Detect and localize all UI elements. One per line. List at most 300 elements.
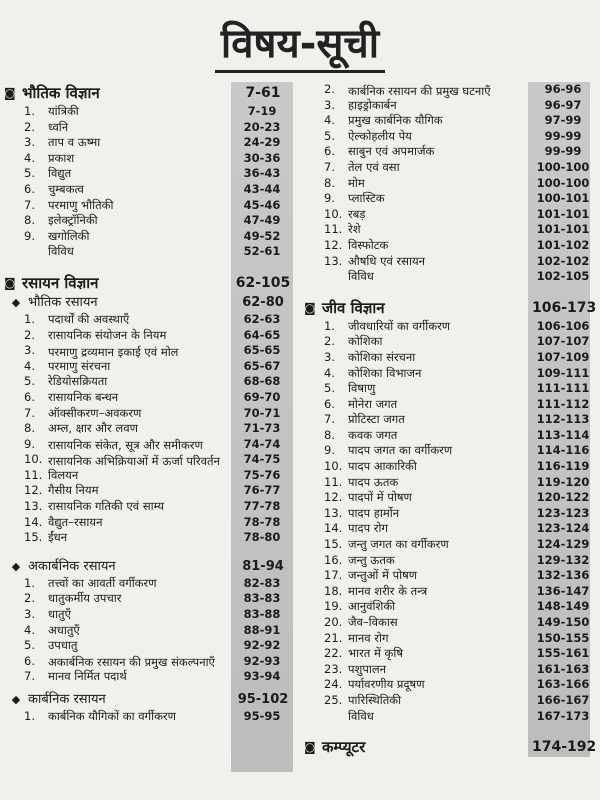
toc-entry[interactable] — [304, 506, 594, 522]
entry-number: 14. — [24, 514, 43, 529]
toc-entry[interactable] — [304, 397, 594, 413]
entry-pages: 97-99 — [544, 113, 582, 128]
entry-pages: 107-107 — [536, 334, 590, 349]
entry-pages: 20-23 — [243, 119, 281, 134]
entry-pages: 76-77 — [243, 483, 281, 498]
entry-number: 23. — [324, 661, 343, 676]
entry-number: 9. — [24, 228, 35, 243]
entry-number: 2. — [24, 591, 35, 606]
entry-number: 2. — [24, 327, 35, 342]
entry-title: कोशिका संरचना — [348, 349, 416, 364]
entry-title: ऑक्सीकरण–अवकरण — [48, 405, 142, 420]
toc-entry[interactable] — [4, 135, 294, 151]
entry-title: खगोलिकी — [48, 228, 90, 243]
entry-number: 15. — [324, 537, 343, 552]
toc-entry[interactable] — [304, 693, 594, 709]
entry-title: चुम्बकत्व — [48, 181, 84, 196]
toc-entry[interactable] — [304, 269, 594, 285]
entry-number: 7. — [24, 669, 35, 684]
entry-title: ध्वनि — [48, 119, 69, 134]
entry-title: मानव निर्मित पदार्थ — [48, 669, 127, 684]
entry-title: रासायनिक बन्धन — [48, 389, 119, 404]
toc-entry[interactable] — [4, 312, 294, 328]
toc-entry[interactable] — [304, 553, 594, 569]
toc-entry[interactable] — [304, 350, 594, 366]
toc-entry[interactable] — [4, 406, 294, 422]
toc-entry[interactable] — [4, 452, 294, 468]
entry-number: 22. — [324, 646, 343, 661]
entry-pages: 82-83 — [243, 575, 281, 590]
entry-pages: 114-116 — [536, 443, 590, 458]
entry-title: रबड़ — [348, 206, 366, 221]
toc-entry[interactable] — [4, 499, 294, 515]
toc-entry[interactable] — [4, 669, 294, 685]
entry-pages: 113-114 — [536, 427, 590, 442]
entry-title: तत्त्वों का आवर्ती वर्गीकरण — [48, 575, 157, 590]
entry-number: 11. — [24, 467, 43, 482]
entry-pages: 150-155 — [536, 630, 590, 645]
entry-title: यांत्रिकी — [48, 104, 79, 118]
entry-pages: 107-109 — [536, 349, 590, 364]
entry-title: विविध — [348, 269, 374, 284]
toc-entry[interactable] — [4, 328, 294, 344]
entry-title: जन्तु जगत का वर्गीकरण — [348, 537, 449, 552]
entry-pages: 92-92 — [243, 638, 281, 653]
inorganic-chemistry-list — [4, 576, 294, 685]
entry-number: 11. — [324, 222, 343, 237]
square-bullet-icon: ◙ — [304, 740, 316, 755]
entry-pages: 124-129 — [536, 537, 590, 552]
toc-entry[interactable] — [304, 334, 594, 350]
entry-pages: 119-120 — [536, 474, 590, 489]
entry-pages: 7-19 — [247, 104, 277, 118]
entry-number: 4. — [24, 358, 35, 373]
toc-entry[interactable] — [304, 599, 594, 615]
toc-entry[interactable] — [304, 412, 594, 428]
organic-chemistry-list — [4, 709, 294, 725]
entry-title: कवक जगत — [348, 427, 398, 442]
entry-number: 5. — [24, 638, 35, 653]
square-bullet-icon: ◙ — [304, 300, 316, 315]
entry-title: वैद्युत–रसायन — [48, 514, 103, 529]
subsection-inorganic-chemistry[interactable] — [4, 558, 294, 576]
toc-entry[interactable] — [304, 631, 594, 647]
toc-entry[interactable] — [304, 662, 594, 678]
entry-number: 12. — [324, 237, 343, 252]
entry-title: जैव–विकास — [348, 615, 398, 629]
toc-entry[interactable] — [4, 468, 294, 484]
entry-title: मानव रोग — [348, 630, 389, 645]
toc-entry[interactable] — [4, 437, 294, 453]
entry-title: अधातुएँ — [48, 622, 80, 637]
toc-entry[interactable] — [4, 576, 294, 592]
entry-title: विस्फोटक — [348, 237, 389, 252]
entry-pages: 93-94 — [243, 669, 281, 684]
entry-pages: 101-101 — [536, 222, 590, 237]
entry-title: प्लास्टिक — [348, 191, 385, 206]
entry-title: रासायनिक अभिक्रियाओं में ऊर्जा परिवर्तन — [48, 453, 220, 468]
toc-entry[interactable] — [304, 191, 594, 207]
entry-title: धातुकर्मीय उपचार — [48, 591, 122, 606]
toc-entry[interactable] — [304, 207, 594, 223]
toc-entry[interactable] — [304, 381, 594, 397]
entry-number: 6. — [24, 181, 35, 196]
entry-pages: 123-123 — [536, 505, 590, 520]
toc-entry[interactable] — [4, 151, 294, 167]
toc-entry[interactable] — [4, 515, 294, 531]
toc-entry[interactable] — [4, 421, 294, 437]
entry-pages: 136-147 — [536, 583, 590, 598]
toc-entry[interactable] — [4, 359, 294, 375]
entry-title: कोशिका — [348, 334, 383, 349]
toc-entry[interactable] — [4, 709, 294, 725]
entry-pages: 30-36 — [243, 150, 281, 165]
toc-entry[interactable] — [4, 120, 294, 136]
entry-number: 17. — [324, 568, 343, 583]
toc-entry[interactable] — [304, 129, 594, 145]
toc-entry[interactable] — [304, 537, 594, 553]
toc-entry[interactable] — [4, 104, 294, 120]
entry-title: ईंधन — [48, 530, 68, 545]
entry-pages: 83-88 — [243, 607, 281, 622]
subsection-pages: 81-94 — [242, 558, 284, 574]
entry-number: 20. — [324, 615, 343, 629]
entry-title: परमाणु भौतिकी — [48, 197, 114, 212]
toc-entry[interactable] — [304, 160, 594, 176]
entry-title: धातुएँ — [48, 607, 71, 622]
entry-pages: 74-75 — [243, 452, 281, 467]
entry-number: 16. — [324, 552, 343, 567]
section-biology[interactable] — [304, 297, 597, 319]
entry-title: भारत में कृषि — [348, 646, 403, 661]
entry-title: जन्तु ऊतक — [348, 552, 395, 567]
entry-pages: 65-65 — [243, 343, 281, 358]
entry-pages: 78-80 — [243, 530, 281, 545]
entry-pages: 83-83 — [243, 591, 281, 606]
entry-number: 6. — [24, 653, 35, 668]
entry-number: 7. — [24, 405, 35, 420]
toc-entry[interactable] — [4, 591, 294, 607]
toc-entry[interactable] — [4, 654, 294, 670]
entry-pages: 166-167 — [536, 692, 590, 707]
entry-title: विविध — [348, 708, 374, 723]
entry-number: 13. — [324, 253, 343, 268]
toc-entry[interactable] — [304, 428, 594, 444]
toc-entry[interactable] — [304, 222, 594, 238]
toc-entry[interactable] — [4, 638, 294, 654]
toc-entry[interactable] — [304, 319, 594, 335]
entry-title: पर्यावरणीय प्रदूषण — [348, 677, 425, 692]
toc-entry[interactable] — [304, 144, 594, 160]
entry-number: 4. — [24, 622, 35, 637]
entry-title: पदार्थों की अवस्थाएँ — [48, 311, 130, 326]
entry-pages: 49-52 — [243, 228, 281, 243]
entry-number: 5. — [24, 374, 35, 389]
entry-pages: 99-99 — [544, 144, 582, 159]
entry-title: मोम — [348, 175, 365, 190]
entry-title: मानव शरीर के तन्त्र — [348, 583, 428, 598]
entry-number: 5. — [24, 166, 35, 181]
entry-number: 6. — [24, 389, 35, 404]
entry-pages: 149-150 — [536, 615, 590, 629]
entry-title: प्रकाश — [48, 150, 75, 165]
entry-pages: 62-63 — [243, 311, 281, 326]
entry-pages: 96-96 — [544, 82, 582, 96]
entry-number: 13. — [24, 499, 43, 514]
entry-pages: 64-65 — [243, 327, 281, 342]
toc-entry[interactable] — [304, 646, 594, 662]
entry-number: 3. — [324, 97, 335, 112]
entry-title: मोनेरा जगत — [348, 396, 398, 411]
toc-entry[interactable] — [304, 475, 594, 491]
entry-pages: 111-111 — [536, 381, 590, 396]
entry-pages: 106-106 — [536, 318, 590, 333]
entry-pages: 102-105 — [536, 269, 590, 284]
entry-title: जीवधारियों का वर्गीकरण — [348, 318, 451, 333]
entry-title: अम्ल, क्षार और लवण — [48, 421, 138, 436]
toc-entry[interactable] — [4, 229, 294, 245]
entry-pages: 68-68 — [243, 374, 281, 389]
entry-title: कार्बनिक यौगिकों का वर्गीकरण — [48, 709, 176, 723]
entry-pages: 74-74 — [243, 436, 281, 451]
entry-title: गैसीय नियम — [48, 483, 99, 498]
entry-title: जन्तुओं में पोषण — [348, 568, 418, 583]
entry-number: 19. — [324, 599, 343, 614]
entry-number: 11. — [324, 474, 343, 489]
entry-pages: 167-173 — [536, 708, 590, 723]
entry-number: 3. — [24, 607, 35, 622]
entry-pages: 78-78 — [243, 514, 281, 529]
entry-title: पादप ऊतक — [348, 474, 399, 489]
entry-number: 4. — [324, 113, 335, 128]
entry-number: 24. — [324, 677, 343, 692]
entry-number: 12. — [324, 490, 343, 505]
entry-pages: 101-102 — [536, 237, 590, 252]
entry-pages: 75-76 — [243, 467, 281, 482]
entry-pages: 161-163 — [536, 661, 590, 676]
toc-entry[interactable] — [304, 254, 594, 270]
entry-number: 1. — [24, 709, 35, 723]
entry-number: 15. — [24, 530, 43, 545]
entry-pages: 132-136 — [536, 568, 590, 583]
biology-list — [304, 319, 594, 724]
entry-title: कार्बनिक रसायन की प्रमुख घटनाएँ — [348, 83, 491, 98]
entry-title: औषधि एवं रसायन — [348, 253, 426, 268]
entry-number: 12. — [24, 483, 43, 498]
entry-number: 10. — [24, 452, 43, 467]
diamond-bullet-icon: ◆ — [11, 693, 21, 706]
toc-entry[interactable] — [304, 98, 594, 114]
entry-title: रेशे — [348, 222, 361, 237]
toc-entry[interactable] — [4, 244, 294, 260]
subsection-pages: 62-80 — [242, 294, 284, 310]
entry-number: 8. — [24, 421, 35, 436]
toc-entry[interactable] — [4, 343, 294, 359]
entry-title: उपधातु — [48, 638, 78, 653]
entry-title: विषाणु — [348, 381, 376, 396]
entry-number: 2. — [24, 119, 35, 134]
entry-number: 7. — [24, 197, 35, 212]
toc-entry[interactable] — [304, 238, 594, 254]
toc-entry[interactable] — [304, 615, 594, 631]
entry-title: विद्युत — [48, 166, 72, 181]
toc-entry[interactable] — [304, 677, 594, 693]
entry-pages: 120-122 — [536, 490, 590, 505]
entry-pages: 112-113 — [536, 412, 590, 427]
toc-entry[interactable] — [304, 443, 594, 459]
subsection-title: कार्बनिक रसायन — [28, 692, 106, 707]
subsection-pages: 95-102 — [237, 692, 289, 707]
entry-title: विलयन — [48, 467, 79, 482]
section-pages: 62-105 — [235, 274, 291, 291]
toc-entry[interactable] — [304, 568, 594, 584]
toc-entry[interactable] — [4, 483, 294, 499]
toc-entry[interactable] — [304, 176, 594, 192]
toc-entry[interactable] — [304, 113, 594, 129]
entry-title: साबुन एवं अपमार्जक — [348, 144, 435, 159]
page-title-wrap — [0, 18, 600, 73]
entry-number: 10. — [324, 459, 343, 474]
entry-pages: 43-44 — [243, 181, 281, 196]
entry-title: कोशिका विभाजन — [348, 365, 422, 380]
section-chemistry[interactable] — [4, 272, 294, 294]
entry-number: 1. — [24, 311, 35, 326]
toc-entry[interactable] — [304, 584, 594, 600]
entry-pages: 101-101 — [536, 206, 590, 221]
entry-title: परमाणु द्रव्यमान इकाई एवं मोल — [48, 344, 179, 359]
section-computer[interactable] — [304, 736, 597, 758]
subsection-physical-chemistry[interactable] — [4, 294, 294, 312]
toc-entry[interactable] — [4, 607, 294, 623]
entry-title: पादप आकारिकी — [348, 459, 417, 474]
entry-title: पशुपालन — [348, 661, 387, 676]
page-title: विषय-सूची — [215, 18, 385, 73]
entry-title: पारिस्थितिकी — [348, 692, 402, 707]
entry-number: 7. — [324, 412, 335, 427]
entry-number: 3. — [24, 343, 35, 358]
entry-title: पादप रोग — [348, 521, 388, 536]
entry-number: 7. — [324, 159, 335, 174]
section-pages: 106-173 — [532, 299, 597, 316]
section-pages: 7-61 — [245, 85, 281, 101]
right-column — [304, 82, 597, 758]
entry-title: ऐल्कोहलीय पेय — [348, 128, 412, 143]
entry-number: 13. — [324, 505, 343, 520]
toc-entry[interactable] — [4, 213, 294, 229]
toc-entry[interactable] — [304, 82, 594, 98]
entry-number: 9. — [324, 191, 335, 206]
entry-number: 2. — [324, 334, 335, 349]
entry-title: आनुवंशिकी — [348, 599, 396, 614]
entry-number: 18. — [324, 583, 343, 598]
entry-number: 4. — [24, 150, 35, 165]
toc-entry[interactable] — [4, 198, 294, 214]
entry-pages: 92-93 — [243, 653, 281, 668]
toc-entry[interactable] — [4, 390, 294, 406]
section-title: कम्प्यूटर — [322, 738, 366, 757]
toc-entry[interactable] — [4, 166, 294, 182]
entry-number: 1. — [24, 104, 35, 118]
subsection-organic-chemistry[interactable] — [4, 691, 294, 709]
entry-title: परमाणु संरचना — [48, 358, 111, 373]
entry-number: 14. — [324, 521, 343, 536]
toc-entry[interactable] — [4, 182, 294, 198]
entry-title: प्रोटिस्टा जगत — [348, 412, 405, 427]
entry-number: 8. — [324, 175, 335, 190]
section-physics[interactable] — [4, 82, 294, 104]
physical-chemistry-list — [4, 312, 294, 546]
entry-pages: 123-124 — [536, 521, 590, 536]
toc-entry[interactable] — [4, 374, 294, 390]
entry-pages: 47-49 — [243, 213, 281, 228]
entry-number: 6. — [324, 144, 335, 159]
entry-title: रासायनिक संयोजन के नियम — [48, 327, 167, 342]
entry-pages: 109-111 — [536, 365, 590, 380]
entry-title: पादप हार्मोन — [348, 505, 400, 520]
entry-pages: 155-161 — [536, 646, 590, 661]
entry-pages: 100-100 — [536, 159, 590, 174]
entry-number: 8. — [24, 213, 35, 228]
entry-pages: 129-132 — [536, 552, 590, 567]
entry-number: 25. — [324, 692, 343, 707]
entry-title: हाइड्रोकार्बन — [348, 97, 397, 112]
entry-pages: 116-119 — [536, 459, 590, 474]
entry-pages: 100-101 — [536, 191, 590, 206]
entry-pages: 69-70 — [243, 389, 281, 404]
entry-number: 4. — [324, 365, 335, 380]
physics-list — [4, 104, 294, 260]
organic-chemistry-list-continued — [304, 82, 594, 285]
entry-number: 1. — [24, 575, 35, 590]
entry-pages: 77-78 — [243, 499, 281, 514]
subsection-title: अकार्बनिक रसायन — [28, 558, 116, 574]
square-bullet-icon: ◙ — [4, 275, 16, 290]
entry-title: तेल एवं वसा — [348, 159, 400, 174]
toc-entry[interactable] — [304, 459, 594, 475]
section-title: भौतिक विज्ञान — [22, 84, 100, 102]
toc-entry[interactable] — [304, 490, 594, 506]
entry-pages: 65-67 — [243, 358, 281, 373]
entry-number: 21. — [324, 630, 343, 645]
entry-number: 6. — [324, 396, 335, 411]
toc-entry[interactable] — [304, 366, 594, 382]
entry-number: 9. — [24, 436, 35, 451]
entry-pages: 71-73 — [243, 421, 281, 436]
entry-title: रासायनिक गतिकी एवं साम्य — [48, 499, 164, 514]
entry-pages: 100-100 — [536, 175, 590, 190]
entry-number: 3. — [24, 135, 35, 150]
toc-entry[interactable] — [304, 521, 594, 537]
toc-entry[interactable] — [4, 530, 294, 546]
entry-pages: 102-102 — [536, 253, 590, 268]
toc-entry[interactable] — [4, 623, 294, 639]
entry-title: विविध — [48, 244, 74, 259]
entry-title: इलेक्ट्रॉनिकी — [48, 213, 98, 228]
entry-pages: 24-29 — [243, 135, 281, 150]
toc-entry[interactable] — [304, 709, 594, 725]
entry-number: 1. — [324, 318, 335, 333]
diamond-bullet-icon: ◆ — [11, 295, 21, 309]
subsection-title: भौतिक रसायन — [28, 294, 98, 310]
entry-number: 3. — [324, 349, 335, 364]
entry-pages: 163-166 — [536, 677, 590, 692]
entry-number: 5. — [324, 381, 335, 396]
entry-number: 2. — [324, 82, 335, 96]
left-column — [4, 82, 294, 725]
entry-pages: 88-91 — [243, 622, 281, 637]
section-title: रसायन विज्ञान — [22, 273, 99, 292]
entry-title: पादपों में पोषण — [348, 490, 412, 505]
